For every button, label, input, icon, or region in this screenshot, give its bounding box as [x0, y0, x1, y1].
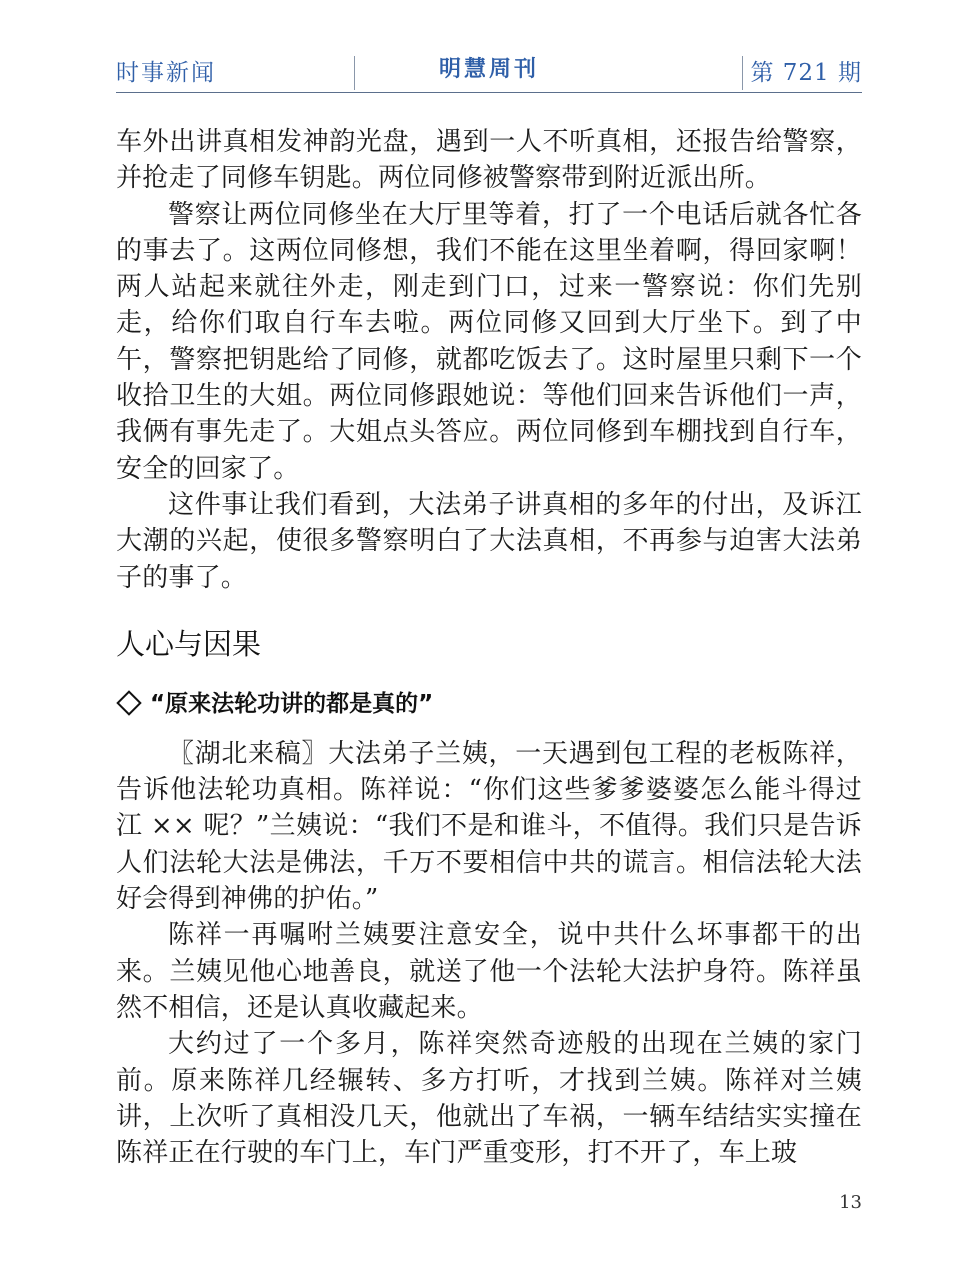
page-number: 13 [839, 1192, 862, 1213]
paragraph: 〖湖北来稿〗大法弟子兰姨，一天遇到包工程的老板陈祥，告诉他法轮功真相。陈祥说：“你们这些爹爹婆婆怎么能斗得过江 ×× 呢？”兰姨说：“我们不是和谁斗，不值得。我们只是告诉人们法轮大法是佛法，千万不要相信中共的谎言。相信法轮大法好会得到神佛的护佑。” [116, 738, 862, 915]
header-section-label: 时事新闻 [116, 60, 216, 86]
paragraph: 这件事让我们看到，大法弟子讲真相的多年的付出，及诉江大潮的兴起，使很多警察明白了大法真相，不再参与迫害大法弟子的事了。 [116, 489, 862, 593]
paragraph: 陈祥一再嘱咐兰姨要注意安全，说中共什么坏事都干的出来。兰姨见他心地善良，就送了他一个法轮大法护身符。陈祥虽然不相信，还是认真收藏起来。 [116, 920, 862, 1023]
diamond-bullet-icon [116, 691, 141, 716]
article-body [116, 124, 862, 1171]
paragraph: 大约过了一个多月，陈祥突然奇迹般的出现在兰姨的家门前。原来陈祥几经辗转、多方打听，才找到兰姨。陈祥对兰姨讲，上次听了真相没几天，他就出了车祸，一辆车结结实实撞在陈祥正在行驶的车门上，车门严重变形，打不开了，车上玻 [116, 1029, 862, 1169]
paragraph-continued: 车外出讲真相发神韵光盘，遇到一人不听真相，还报告给警察，并抢走了同修车钥匙。两位同修被警察带到附近派出所。 [116, 127, 862, 194]
header-brand-title: 明慧周刊 [438, 57, 539, 82]
section-title: 人心与因果 [116, 626, 262, 661]
paragraph: 警察让两位同修坐在大厅里等着，打了一个电话后就各忙各的事去了。这两位同修想，我们不能在这里坐着啊，得回家啊！两人站起来就往外走，刚走到门口，过来一警察说：你们先别走，给你们取自行车去啦。两位同修又回到大厅坐下。到了中午，警察把钥匙给了同修，就都吃饭去了。这时屋里只剩下一个收拾卫生的大姐。两位同修跟她说：等他们回来告诉他们一声，我俩有事先走了。大姐点头答应。两位同修到车棚找到自行车，安全的回家了。 [116, 199, 862, 484]
header-divider-right [742, 56, 743, 90]
header-issue-number: 第 721 期 [750, 60, 862, 86]
article-subtitle [116, 684, 862, 724]
page-header [116, 46, 862, 93]
article-subtitle-text: “原来法轮功讲的都是真的” [150, 690, 434, 717]
